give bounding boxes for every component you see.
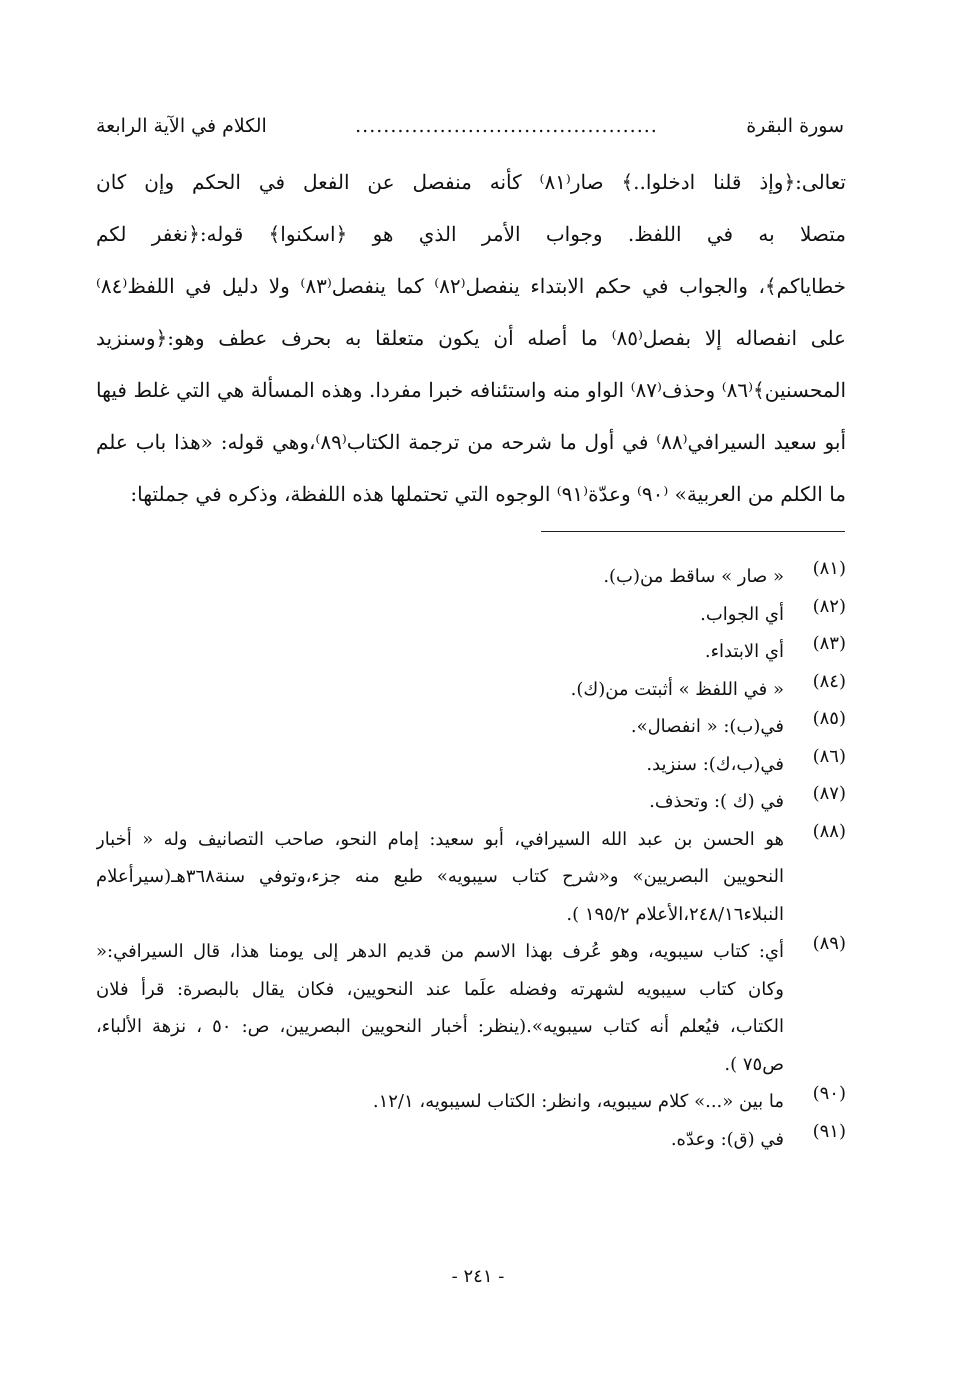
footnote-90 <box>96 1083 846 1121</box>
footnote-separator <box>541 531 845 532</box>
footnote-84 <box>96 671 846 709</box>
footnote-number: (٨٧) <box>812 783 846 804</box>
text-line: تعالى:﴿وإذ قلنا ادخلوا..﴾ صار⁽٨١⁾ كأنه منفصل عن الفعل في الحكم وإن كان <box>96 170 846 194</box>
header-leader-dots: ........................................... <box>355 115 658 137</box>
footnote-text: هو الحسن بن عبد الله السيرافي، أبو سعيد: إمام النحو، صاحب التصانيف وله « أخبار <box>96 828 784 850</box>
main-text <box>96 156 846 520</box>
footnote-86 <box>96 746 846 784</box>
footnote-number: (٨٥) <box>812 708 846 729</box>
footnote-number: (٨٦) <box>812 745 846 767</box>
text-line: أبو سعيد السيرافي⁽٨٨⁾ في أول ما شرحه من ترجمة الكتاب⁽٨٩⁾،وهي قوله: «هذا باب علم <box>96 430 846 454</box>
footnote-text: في(ب): « انفصال». <box>630 716 784 737</box>
footnote-82 <box>96 596 846 634</box>
footnote-81 <box>96 558 846 596</box>
footnotes <box>96 558 846 1158</box>
text-line: ما الكلم من العربية» ⁽٩٠⁾ وعدّة⁽٩١⁾ الوجوه التي تحتملها هذه اللفظة، وذكره في جملتها: <box>130 482 846 506</box>
footnote-text: أي: كتاب سيبويه، وهو عُرف بهذا الاسم من قديم الدهر إلى يومنا هذا، قال السيرافي:« <box>96 941 784 962</box>
page-number: - ٢٤١ - <box>451 1266 505 1287</box>
footnote-text: وكان كتاب سيبويه لشهرته وفضله علَما عند النحويين، فكان يقال بالبصرة: قرأ فلان <box>96 978 784 1000</box>
footnote-text: في (ق): وعدّه. <box>670 1128 784 1150</box>
footnote-text: النبلاء٢٤٨/١٦،الأعلام ١٩٥/٢ ). <box>566 903 784 925</box>
footnote-text: « صار » ساقط من(ب). <box>603 566 784 587</box>
footnote-text: في(ب،ك): سنزيد. <box>646 753 784 775</box>
footnote-85 <box>96 708 846 746</box>
footnote-number: (٩١) <box>812 1120 846 1142</box>
header-section: الكلام في الآية الرابعة <box>96 115 267 137</box>
text-line: على انفصاله إلا بفصل⁽٨٥⁾ ما أصله أن يكون متعلقا به بحرف عطف وهو:﴿وسنزيد <box>96 326 846 350</box>
footnote-83 <box>96 633 846 671</box>
footnote-number: (٨٨) <box>812 820 846 842</box>
footnote-number: (٨١) <box>812 558 846 579</box>
footnote-number: (٨٢) <box>812 595 846 617</box>
footnote-text: « في اللفظ » أثبتت من(ك). <box>570 678 784 700</box>
footnote-text: أي الجواب. <box>700 603 784 625</box>
footnote-number: (٨٤) <box>812 670 846 692</box>
footnote-89 <box>96 933 846 1083</box>
footnote-number: (٨٣) <box>812 633 846 654</box>
header-surah: سورة البقرة <box>746 115 844 137</box>
footnote-88 <box>96 821 846 934</box>
running-header <box>96 106 844 146</box>
footnote-text: النحويين البصريين» و«شرح كتاب سيبويه» طبع منه جزء،وتوفي سنة٣٦٨هـ(سيرأعلام <box>96 866 784 887</box>
footnote-number: (٨٩) <box>812 933 846 954</box>
text-line: متصلا به في اللفظ. وجواب الأمر الذي هو ﴿اسكنوا﴾ قوله:﴿نغفر لكم <box>96 222 846 246</box>
footnote-text: ما بين «...» كلام سيبويه، وانظر: الكتاب لسيبويه، ١٢/١. <box>372 1091 784 1112</box>
text-line: المحسنين﴾⁽٨٦⁾ وحذف⁽٨٧⁾ الواو منه واستئنافه خبرا مفردا. وهذه المسألة هي التي غلط فيها <box>96 378 846 402</box>
text-line: خطاياكم﴾، والجواب في حكم الابتداء ينفصل⁽٨٢⁾ كما ينفصل⁽٨٣⁾ ولا دليل في اللفظ⁽٨٤⁾ <box>96 274 846 298</box>
footnote-87 <box>96 783 846 821</box>
footnote-91 <box>96 1121 846 1159</box>
footnote-text: أي الابتداء. <box>704 641 784 662</box>
footnote-text: في (ك ): وتحذف. <box>649 791 784 812</box>
footnote-number: (٩٠) <box>812 1083 846 1104</box>
footnote-text: الكتاب، فيُعلم أنه كتاب سيبويه».(ينظر: أخبار النحويين البصريين، ص: ٥٠ ، نزهة الألباء، <box>96 1016 784 1037</box>
footnote-text: ص٧٥ ). <box>724 1053 784 1075</box>
